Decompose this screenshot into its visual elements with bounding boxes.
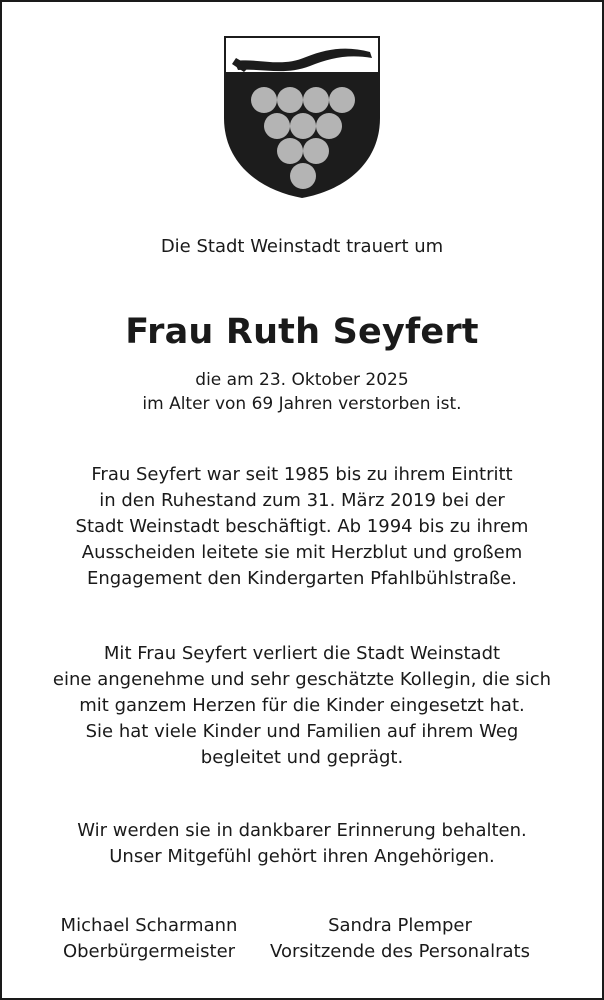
signatory-name-mayor: Michael Scharmann (60, 915, 238, 936)
paragraph1-line: in den Ruhestand zum 31. März 2019 bei der (99, 490, 505, 511)
signatory-role-mayor: Oberbürgermeister (62, 941, 236, 962)
paragraph2-line: eine angenehme und sehr geschätzte Kollegin, die sich (52, 669, 552, 690)
signatory-name-staff-council: Sandra Plemper (328, 915, 472, 936)
age-line: im Alter von 69 Jahren verstorben ist. (142, 394, 462, 414)
closing-line: Unser Mitgefühl gehört ihren Angehörigen. (109, 846, 495, 867)
paragraph2-line: Sie hat viele Kinder und Familien auf ihrem Weg (85, 721, 519, 742)
closing-line: Wir werden sie in dankbarer Erinnerung behalten. (77, 820, 527, 841)
paragraph2-line: Mit Frau Seyfert verliert die Stadt Weinstadt (103, 643, 501, 664)
weinstadt-coat-of-arms-icon (222, 34, 382, 200)
paragraph2-line: begleitet und geprägt. (200, 747, 404, 768)
deceased-name: Frau Ruth Seyfert (125, 312, 479, 352)
shield-chief-band (226, 72, 378, 76)
signatory-role-staff-council: Vorsitzende des Personalrats (270, 941, 530, 962)
paragraph1-line: Engagement den Kindergarten Pfahlbühlstraße. (87, 568, 517, 589)
intro-text: Die Stadt Weinstadt trauert um (160, 236, 444, 257)
paragraph1-line: Stadt Weinstadt beschäftigt. Ab 1994 bis zu ihrem (75, 516, 529, 537)
paragraph1-line: Ausscheiden leitete sie mit Herzblut und großem (81, 542, 523, 563)
death-date-line: die am 23. Oktober 2025 (195, 370, 409, 390)
paragraph2-line: mit ganzem Herzen für die Kinder eingesetzt hat. (79, 695, 525, 716)
paragraph1-line: Frau Seyfert war seit 1985 bis zu ihrem Eintritt (91, 464, 513, 485)
